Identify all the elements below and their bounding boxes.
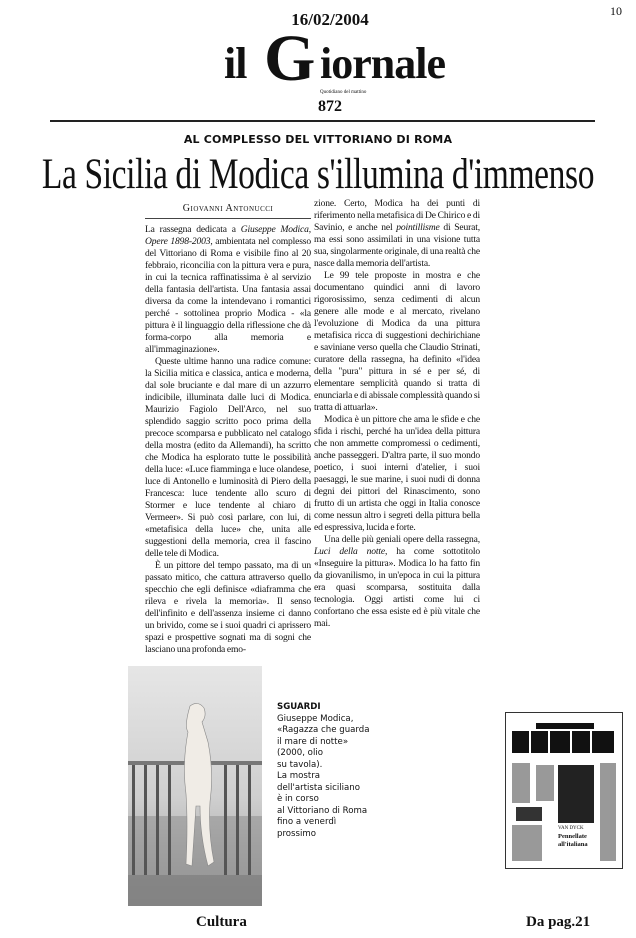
italic-title: Luci della notte [314,546,385,557]
caption-line: è in corso [277,794,319,804]
caption-line: su tavola). [277,759,323,770]
paragraph-text: , ambientata nel complesso del Vittoriano di Roma e visibile fino al 20 febbraio, riconcilia con la pittura vera e pura, in cui la tecnica raffinatissima è al servizio della fantasia dell'artista. Una fantasia assai diversa da come la intendevano i romantici perché - sottolinea proprio Modica - «la pittura è il linguaggio della riflessione che dà forma-corpo alla memoria e all'immaginazione». [145,236,311,355]
paragraph-text: Una delle più geniali opere della rassegna, [324,534,480,545]
logo-rest: iornale [320,39,445,88]
paragraph-text: È un pittore del tempo passato, ma di un passato mitico, che cattura attraverso quello specchio che egli definisce «diaframma che rileva e rivela la memoria». Il senso dell'infinito e dell'assenza insieme ci danno un brivido, come se i suoi quadri ci aprissero spazi e prospettive sognati ma di sogni che lasciano una profonda emo- [145,560,311,655]
article-headline: La Sicilia di Modica s'illumina d'immenso [41,151,595,198]
paragraph-text: di Seurat, ma essi sono assimilati in una visione tutta sua, singolarmente originale, di una realtà che nasce dalla memoria dell'artista. [314,222,481,269]
logo-prefix: il [224,39,247,88]
publication-date: 16/02/2004 [291,10,369,29]
paragraph-text: Le 99 tele proposte in mostra e che documentano quindici anni di lavoro rigorosissimo, senza cedimenti di alcun genere alle mode e al mercato, rivelano l'evoluzione di Modica da una pittura metafisica ricca di suggestioni dechirichiane e saviniane verso quella che Claudio Strinati, curatore della rassegna, ha definito «l'idea della "pura" pittura in sé e per sé, di elementare semplicità quando si tratta di enunciarla e di abissale complessità quando si tratta di attuarla». [314,270,480,413]
article-column-2 [314,198,480,630]
article-paragraph [314,270,480,414]
page-thumbnail [505,712,623,869]
thumbnail-headline: Pennellate all'italiana [558,833,588,848]
thumbnail-kicker: VAN DYCK [558,826,584,831]
caption-title: SGUARDI [277,702,321,712]
logo-tagline: Quotidiano del mattino [320,90,367,95]
photo-caption [277,702,395,840]
continued-from-page: Da pag.21 [526,914,591,930]
paragraph-text: Queste ultime hanno una radice comune: la Sicilia mitica e classica, antica e moderna, dal sole bruciante e dal mare di un azzurro indicibile, illuminata dalle luci di Modica. Maurizio Fagiolo Dell'Arco, nel suo splendido saggio scritto poco prima della precoce scomparsa e pubblicato nel catalogo della mostra (edito da Allemandi), ha scritto che Modica ha esplorato tutte le possibilità della luce: «Luce fiamminga e luce olandese, luce di Antonello e luminosità di Piero della Francesca: luce tendente allo scuro di Stormer e luce tendente al chiaro di Vermeer». Si può così parlare, con lui, di «metafisica della luce» che, unita alle suggestioni della memoria, crea il fascino delle tele di Modica. [145,356,311,559]
caption-line: al Vittoriano di Roma [277,805,368,816]
masthead-divider [50,120,595,122]
caption-line: fino a venerdì [277,817,337,827]
paragraph-text: La rassegna dedicata a [145,224,241,235]
article-paragraph [314,414,480,534]
caption-line: il mare di notte» [277,736,349,747]
italic-title: pointillisme [396,222,440,233]
article-paragraph [314,534,480,630]
caption-line: La mostra [277,771,321,781]
article-kicker: AL COMPLESSO DEL VITTORIANO DI ROMA [183,133,453,146]
painting-photo [128,666,262,906]
article-byline: Giovanni Antonucci [145,202,311,219]
newspaper-logo [220,22,450,98]
italic-title: Giuseppe Modica, Opere 1898-2003 [145,224,312,247]
caption-line: dell'artista siciliano [277,782,361,793]
caption-line: prossimo [277,828,317,839]
section-label: Cultura [196,914,247,930]
article-paragraph [145,560,311,656]
paragraph-text: , ha come sottotitolo «Inseguire la pittura». Modica lo ha fatto fin da giovanilismo, in un'epoca in cui la pittura era quasi scomparsa, sostituita dalla tecnologia. Oggi artisti come lui ci confortano che essa esiste ed è più vitale che mai. [314,546,480,629]
caption-line: Giuseppe Modica, [277,713,354,724]
article-column-1 [145,224,311,656]
caption-line: (2000, olio [277,748,323,758]
issue-number: 872 [318,98,342,115]
paragraph-text: Modica è un pittore che ama le sfide e che sfida i rischi, perché ha un'idea della pittura che non ammette compromessi o cedimenti, anche passeggeri. D'altra parte, il suo mondo poetico, i suoi interni d'atelier, i suoi paesaggi, le sue marine, i suoi nudi di donna degni dei pittori del Rinascimento, sono frutto di un artista che oggi in Italia conosce come nessun altro i segreti della pittura bella ed espressiva, lucida e forte. [314,414,480,533]
article-paragraph [145,356,311,560]
caption-line: «Ragazza che guarda [277,725,370,735]
paragraph-text: zione. Certo, Modica ha dei punti di riferimento nella metafisica di De Chirico e di Savinio, e anche nel [314,198,480,233]
article-paragraph [314,198,480,270]
logo-initial: G [264,22,316,95]
page-number: 10 [610,4,622,18]
article-paragraph [145,224,311,356]
